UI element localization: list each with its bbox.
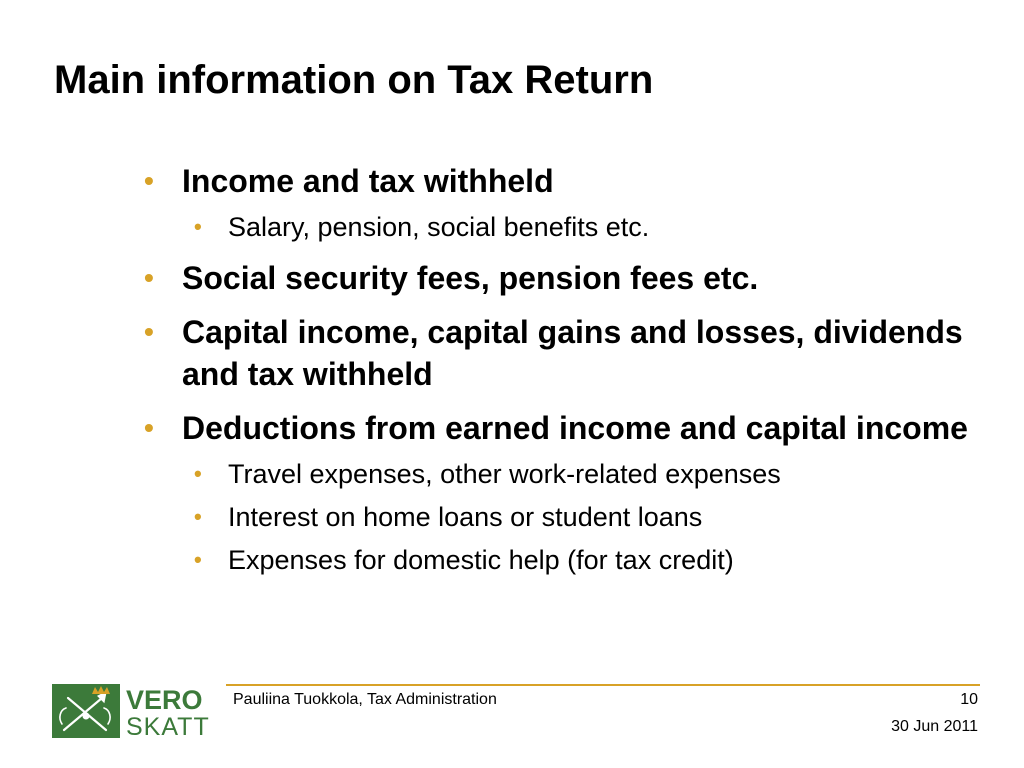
bullet-text: Interest on home loans or student loans xyxy=(228,502,703,532)
logo-text-line2: SKATT xyxy=(126,713,210,738)
bullet-text: Salary, pension, social benefits etc. xyxy=(228,212,650,242)
slide-title: Main information on Tax Return xyxy=(54,58,654,102)
bullet-dot: • xyxy=(194,461,202,486)
vero-skatt-logo xyxy=(52,684,220,738)
bullet-text: Capital income, capital gains and losses, dividends and tax withheld xyxy=(182,314,963,392)
footer-divider xyxy=(226,684,980,686)
bullet-dot: • xyxy=(144,165,154,196)
bullet-dot: • xyxy=(144,412,154,443)
bullet-dot: • xyxy=(194,214,202,239)
bullet-income-and-tax-withheld xyxy=(140,160,1000,202)
page-number: 10 xyxy=(960,691,978,708)
bullet-list xyxy=(140,160,1000,578)
bullet-dot: • xyxy=(144,316,154,347)
bullet-dot: • xyxy=(194,504,202,529)
bullet-dot: • xyxy=(194,547,202,572)
sub-bullet-interest-on-loans xyxy=(140,499,1000,535)
sub-bullet-domestic-help xyxy=(140,542,1000,578)
sub-bullet-salary-pension xyxy=(140,209,1000,245)
bullet-deductions xyxy=(140,407,1000,449)
footer-date: 30 Jun 2011 xyxy=(891,718,978,735)
logo-text-line1: VERO xyxy=(126,685,203,715)
sub-bullet-travel-expenses xyxy=(140,456,1000,492)
bullet-dot: • xyxy=(144,262,154,293)
bullet-text: Social security fees, pension fees etc. xyxy=(182,260,759,296)
bullet-text: Income and tax withheld xyxy=(182,163,554,199)
bullet-social-security-fees xyxy=(140,257,1000,299)
bullet-capital-income xyxy=(140,311,1000,395)
bullet-text: Deductions from earned income and capital income xyxy=(182,410,968,446)
footer-author: Pauliina Tuokkola, Tax Administration xyxy=(233,691,497,708)
bullet-text: Travel expenses, other work-related expenses xyxy=(228,459,781,489)
bullet-text: Expenses for domestic help (for tax credit) xyxy=(228,545,734,575)
